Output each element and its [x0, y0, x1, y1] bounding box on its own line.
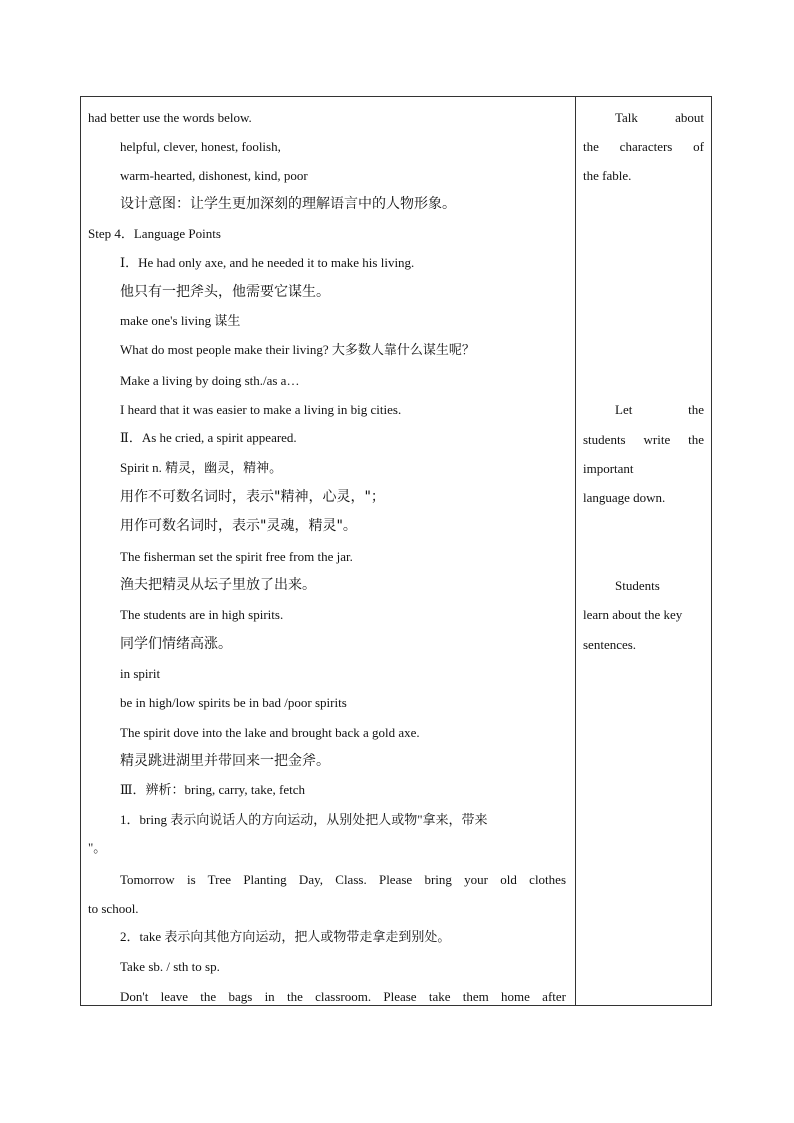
- note-line: Let the: [615, 402, 704, 417]
- text-line: 同学们情绪高涨。: [120, 636, 232, 652]
- note-line: students write the: [583, 432, 704, 447]
- text-line: The spirit dove into the lake and brought back a gold axe.: [120, 725, 420, 740]
- note-line: the fable.: [583, 168, 632, 183]
- text-line: in spirit: [120, 666, 161, 681]
- column-divider: [575, 97, 576, 1005]
- note-line: sentences.: [583, 637, 637, 652]
- text-line: I heard that it was easier to make a living in big cities.: [120, 402, 402, 417]
- text-line: "。: [88, 840, 107, 855]
- text-line: had better use the words below.: [88, 110, 252, 125]
- note-line: language down.: [583, 490, 666, 505]
- text-line: Ⅱ．As he cried, a spirit appeared.: [120, 430, 297, 445]
- text-line: Make a living by doing sth./as a…: [120, 373, 300, 388]
- text-line: Don't leave the bags in the classroom. Please take them home after: [120, 989, 566, 1004]
- text-line: 1．bring 表示向说话人的方向运动，从别处把人或物"拿来，带来: [120, 812, 488, 827]
- text-line: Take sb. / sth to sp.: [120, 959, 220, 974]
- text-line: Spirit n. 精灵，幽灵，精神。: [120, 460, 283, 475]
- text-line: 精灵跳进湖里并带回来一把金斧。: [120, 753, 330, 769]
- section-heading: Ⅲ．辨析：bring, carry, take, fetch: [120, 782, 305, 797]
- step-heading: Step 4．Language Points: [88, 226, 221, 241]
- note-line: the characters of: [583, 139, 704, 154]
- text-line: to school.: [88, 901, 139, 916]
- text-line: warm-hearted, dishonest, kind, poor: [120, 168, 308, 183]
- text-line: Ⅰ．He had only axe, and he needed it to make his living.: [120, 255, 415, 270]
- text-line: be in high/low spirits be in bad /poor spirits: [120, 695, 347, 710]
- text-line: Tomorrow is Tree Planting Day, Class. Please bring your old clothes: [120, 872, 566, 887]
- note-line: Talk about: [615, 110, 704, 125]
- text-line: The fisherman set the spirit free from the jar.: [120, 549, 353, 564]
- text-line: 用作可数名词时，表示"灵魂，精灵"。: [120, 518, 357, 534]
- note-line: Students: [615, 578, 660, 593]
- text-line: helpful, clever, honest, foolish,: [120, 139, 281, 154]
- text-line: What do most people make their living? 大多数人靠什么谋生呢？: [120, 342, 475, 357]
- text-line: make one's living 谋生: [120, 313, 241, 328]
- design-intent: 设计意图：让学生更加深刻的理解语言中的人物形象。: [120, 196, 456, 212]
- note-line: learn about the key: [583, 607, 683, 622]
- text-line: 2．take 表示向其他方向运动，把人或物带走拿走到别处。: [120, 929, 451, 944]
- text-line: 渔夫把精灵从坛子里放了出来。: [120, 577, 316, 593]
- text-line: The students are in high spirits.: [120, 607, 284, 622]
- text-line: 用作不可数名词时，表示"精神，心灵，"；: [120, 489, 385, 505]
- note-line: important: [583, 461, 634, 476]
- text-line: 他只有一把斧头，他需要它谋生。: [120, 284, 330, 300]
